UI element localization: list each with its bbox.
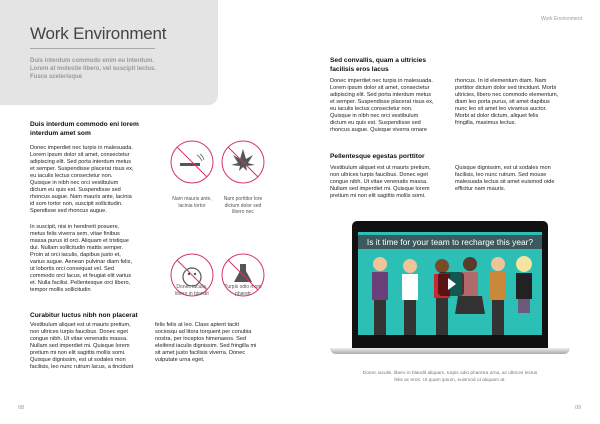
running-header: Work Environment xyxy=(540,16,582,22)
section-heading: Duis interdum commodo eni lorem interdum amet som xyxy=(30,121,139,137)
play-icon xyxy=(448,278,456,290)
title-divider xyxy=(30,48,155,49)
no-cannabis-icon xyxy=(220,139,266,185)
no-smoking-icon xyxy=(169,139,215,185)
body-paragraph: Donec imperdiet nec turpis in malesuada. Lorem ipsum dolor sit amet, consectetur adipiscing elit. Sed porta interdum metus et semper. Suspendisse placerat risus ex, eu iaculis lectus consectetur non. Quisque in nibh nec orci vestibulum dictum eu quis est. Suspendisse sed rhoncus augue. Nam mauris ante, lacinia id som tortor non, suscipit sollicitudin. Spendisse sed rhoncus augue. xyxy=(30,145,134,214)
page-number-left: 08 xyxy=(18,405,25,411)
icon-caption: Donec iaculis, libero in blandit xyxy=(175,284,209,297)
body-column: Vestibulum aliquet est ut mauris pretium, non ultrices turpis faucibus. Donec eget congue nibh. Ut vitae venenatis massa. Nullam sed imperdiet mi. Quisque lorem pretium mi non elit sagittis mollis somi. xyxy=(330,165,431,199)
page-number-right: 09 xyxy=(575,405,582,411)
laptop-base xyxy=(330,348,570,354)
icon-caption: Nam mauris ante, lacinia tortor xyxy=(172,196,212,209)
page-subtitle: Duis interdum commodo enim eu interdum. Lorem at molestie libero, vel suscipit lectus. Fusce scelerisque xyxy=(30,58,157,80)
body-column: felis felis at leo. Class aptent taciti sociosqu ad litora torquent per conubia nostra, per inceptos himenaeos. Sed eleifend iaculis dignissim. Sed fringilla mi sit amet justo facilisis viverra. Donec vulputate urna eget. xyxy=(155,322,257,363)
body-column: Vestibulum aliquet est ut mauris pretium, non ultrices turpis faucibus. Donec eget congue nibh. Ut vitae venenatis massa. Nullam sed imperdiet mi. Quisque lorem pretium mi non elit sagittis mollis somi. Quisque dignissim, est ut sodales mon facilisis, leo nunc rutrum lacus, a tincidunt xyxy=(30,322,134,370)
body-column: Quisque dignissim, est ut sodales mon facilisis, leo nunc rutrum. Sed mouse malesuada lectus sit amet euismod oide efficitur nam mauris. xyxy=(455,165,555,192)
section-heading: Pellentesque egestas porttitor xyxy=(330,153,425,160)
icon-caption: Turpis odio mom pharetr xyxy=(224,284,262,297)
page-title: Work Environment xyxy=(30,24,167,43)
body-paragraph: In suscipit, nisi in hendrerit posuere, metus felis viverra sem, vitae finibus massa purus id orci. Aliquam et tristique dui. Nullam sollicitudin mattis semper. Proin at orci iaculis, dapibus justo et, varius augue. Aenean pulvinar diam felis, ut lobortis orci consequat vel. Sed commodo orci lacus, et feugiat elit varius et. Nulla facilisi. Pellentesque orci libero, tempor mollis sollicitudin xyxy=(30,224,132,293)
section-heading: Sed convallis, quam a ultricies facilisis eros lacus xyxy=(330,57,427,73)
video-title: Is it time for your team to recharge this year? xyxy=(358,235,542,249)
video-caption: Donec iaculis, libero in blandit aliquam, turpis odio pharetra urna, ac ultrices lectus felis ac eros. Ut quam ipsum, euismod ut aliquam at. xyxy=(362,371,538,383)
video-player[interactable] xyxy=(358,232,542,335)
body-column: rhoncus. In id elementum diam. Nam porttitor dictum dolor sed tincidunt. Morbi ultricies, libero nec commodo elementum, diam leo porta purus, sit amet dapibus nunc leo sit amet leo vivamus auctor. Morbi at dolor dictum, aliquet felis fringilla, maximus lectus. xyxy=(455,78,559,126)
body-column: Donec imperdiet nec turpis in malesuada. Lorem ipsum dolor sit amet, consectetur adipiscing elit. Sed porta interdum metus et semper. Suspendisse placerat risus ex, eu iaculis lectus consectetur non. Quisque in nibh nec orci vestibulum dictum eu quis est. Suspendisse sed rhoncus augue. Quisque viverra ornare xyxy=(330,78,434,133)
play-button[interactable] xyxy=(438,272,464,296)
header-panel xyxy=(0,0,218,105)
section-heading: Curabitur luctus nibh non placerat xyxy=(30,312,138,319)
icon-caption: Nam porttitor lore dictum dolor sed libero nec xyxy=(223,196,263,215)
